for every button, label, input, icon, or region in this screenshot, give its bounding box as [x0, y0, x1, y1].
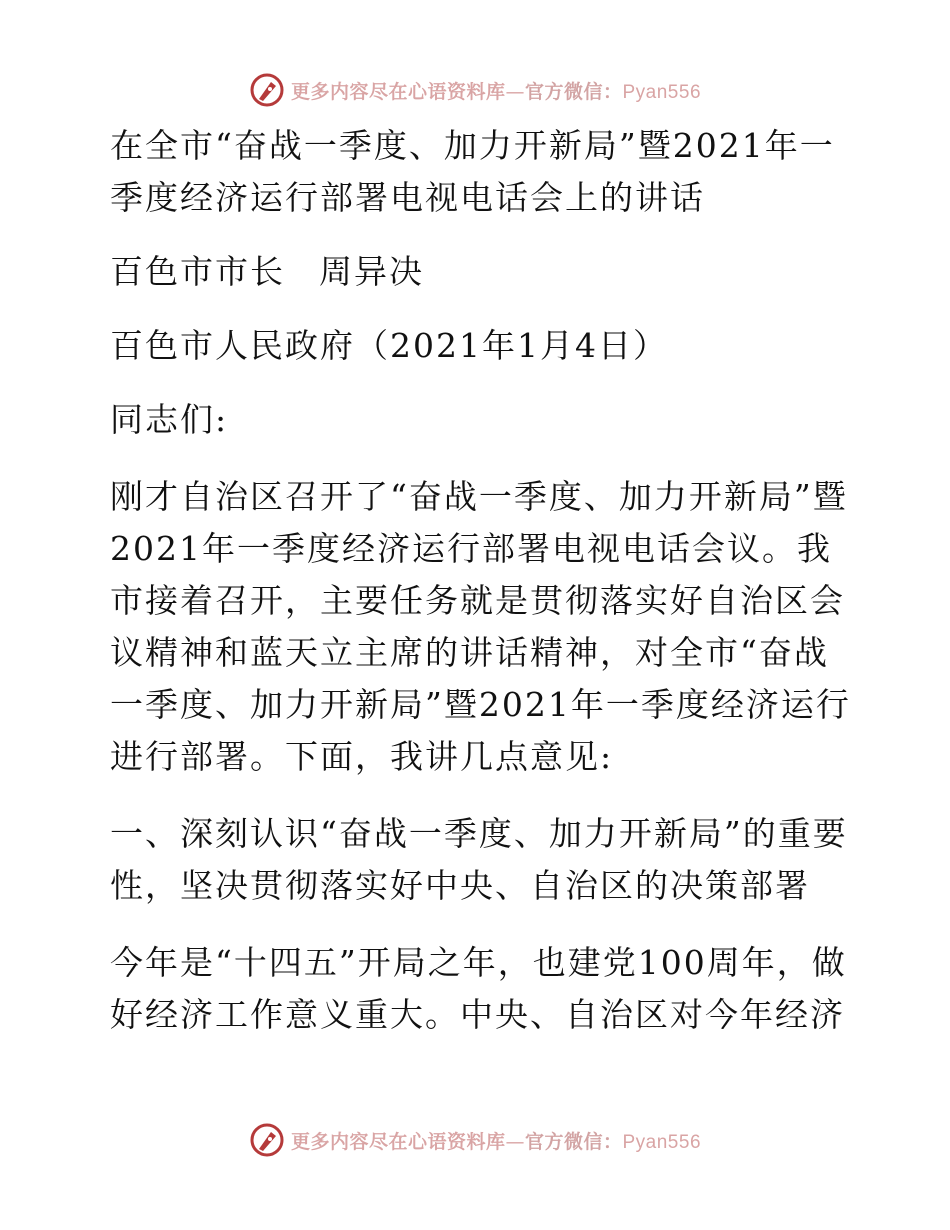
watermark-text — [291, 77, 701, 104]
pen-nib-logo-icon — [249, 1122, 285, 1158]
issuer-date: 百色市人民政府（2021年1月4日） — [110, 326, 668, 365]
watermark-text — [291, 1127, 701, 1154]
watermark-wechat-label: 官方微信： — [524, 1130, 623, 1153]
document-body — [96, 120, 856, 1041]
watermark-wechat-label: 官方微信： — [524, 80, 623, 103]
watermark-banner-top — [0, 70, 950, 110]
document-title: 在全市“奋战一季度、加力开新局”暨2021年一季度经济运行部署电视电话会上的讲话 — [110, 126, 835, 217]
watermark-banner-bottom — [0, 1120, 950, 1160]
paragraph-2: 今年是“十四五”开局之年，也建党100周年，做好经济工作意义重大。中央、自治区对今年经济 — [110, 943, 847, 1034]
salutation: 同志们: — [110, 400, 229, 439]
speaker-line — [96, 246, 856, 298]
watermark-dash: — — [505, 80, 525, 103]
paragraph-1: 刚才自治区召开了“奋战一季度、加力开新局”暨2021年一季度经济运行部署电视电话会议。我市接着召开，主要任务就是贯彻落实好自治区会议精神和蓝天立主席的讲话精神，对全市“奋战一季度、加力开新局”暨2021年一季度经济运行进行部署。下面，我讲几点意见: — [110, 477, 851, 776]
speaker-name: 周异决 — [319, 252, 424, 291]
watermark-main: 更多内容尽在心语资料库 — [290, 1130, 506, 1153]
watermark-wechat-id: Pyan556 — [622, 81, 702, 103]
watermark-dash: — — [505, 1130, 525, 1153]
watermark-wechat-id: Pyan556 — [622, 1131, 702, 1153]
speaker-role: 百色市市长 — [110, 252, 285, 291]
watermark-main: 更多内容尽在心语资料库 — [290, 80, 506, 103]
pen-nib-logo-icon — [249, 72, 285, 108]
section-heading-1: 一、深刻认识“奋战一季度、加力开新局”的重要性，坚决贯彻落实好中央、自治区的决策部署 — [110, 814, 848, 905]
